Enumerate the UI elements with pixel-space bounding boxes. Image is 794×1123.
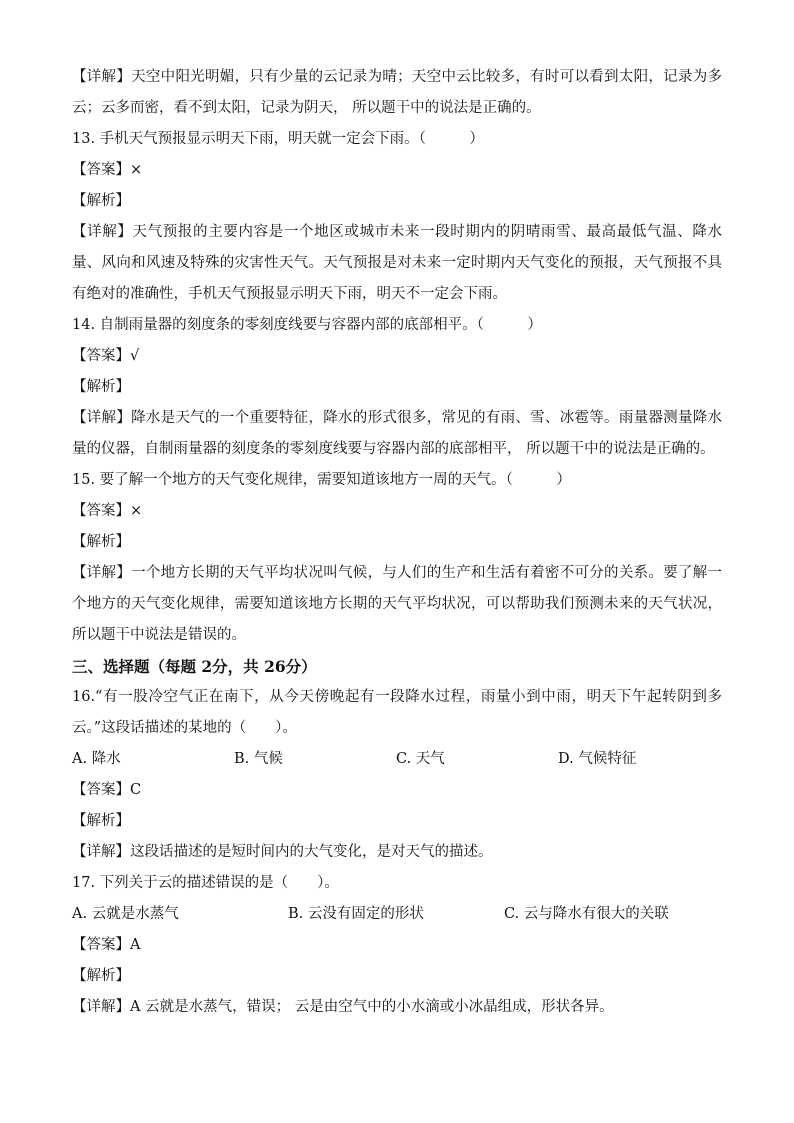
question-15: 15. 要了解一个地方的天气变化规律，需要知道该地方一周的天气。（ ） bbox=[72, 472, 571, 488]
document-page bbox=[72, 62, 722, 1023]
analysis-label: 【解析】 bbox=[72, 379, 130, 395]
option-c: C. 云与降水有很大的关联 bbox=[504, 906, 669, 922]
explanation-text: 【详解】天空中阳光明媚，只有少量的云记录为晴；天空中云比较多，有时可以看到太阳，记录为多云；云多而密，看不到太阳，记录为阴天， 所以题干中的说法是正确的。 bbox=[72, 69, 722, 116]
answer-16: 【答案】C bbox=[72, 782, 142, 798]
option-d: D. 气候特征 bbox=[558, 751, 637, 767]
answer-14: 【答案】√ bbox=[72, 348, 140, 364]
question-17: 17. 下列关于云的描述错误的是（ ）。 bbox=[72, 875, 339, 891]
explanation-text: 【详解】降水是天气的一个重要特征，降水的形式很多，常见的有雨、雪、冰雹等。雨量器测量降水量的仪器，自制雨量器的刻度条的零刻度线要与容器内部的底部相平， 所以题干中的说法是正确的。 bbox=[72, 410, 722, 457]
option-c: C. 天气 bbox=[396, 751, 445, 767]
options-17 bbox=[72, 899, 722, 930]
option-a: A. 降水 bbox=[72, 751, 121, 767]
analysis-label: 【解析】 bbox=[72, 534, 130, 550]
analysis-label: 【解析】 bbox=[72, 813, 130, 829]
analysis-label: 【解析】 bbox=[72, 193, 130, 209]
question-14: 14. 自制雨量器的刻度条的零刻度线要与容器内部的底部相平。（ ） bbox=[72, 317, 542, 333]
explanation-text: 【详解】这段话描述的是短时间内的大气变化，是对天气的描述。 bbox=[72, 844, 493, 860]
section-heading: 三、选择题（每题 2分，共 26分） bbox=[72, 657, 317, 676]
question-16: 16.“有一股冷空气正在南下，从今天傍晚起有一段降水过程，雨量小到中雨，明天下午起转阴到多云。”这段话描述的某地的（ ）。 bbox=[72, 689, 722, 736]
option-a: A. 云就是水蒸气 bbox=[72, 906, 179, 922]
question-13: 13. 手机天气预报显示明天下雨，明天就一定会下雨。（ ） bbox=[72, 131, 484, 147]
answer-13: 【答案】× bbox=[72, 162, 143, 178]
explanation-text: 【详解】天气预报的主要内容是一个地区或城市未来一段时期内的阴晴雨雪、最高最低气温、降水量、风向和风速及特殊的灾害性天气。天气预报是对未来一定时期内天气变化的预报，天气预报不具有绝对的准确性，手机天气预报显示明天下雨，明天不一定会下雨。 bbox=[72, 224, 722, 302]
options-16 bbox=[72, 744, 722, 775]
answer-15: 【答案】× bbox=[72, 503, 143, 519]
option-b: B. 气候 bbox=[234, 751, 283, 767]
answer-17: 【答案】A bbox=[72, 937, 141, 953]
analysis-label: 【解析】 bbox=[72, 968, 130, 984]
explanation-text: 【详解】一个地方长期的天气平均状况叫气候，与人们的生产和生活有着密不可分的关系。要了解一个地方的天气变化规律，需要知道该地方长期的天气平均状况，可以帮助我们预测未来的天气状况，所以题干中说法是错误的。 bbox=[72, 565, 722, 643]
explanation-text: 【详解】A 云就是水蒸气，错误； 云是由空气中的小水滴或小冰晶组成，形状各异。 bbox=[72, 999, 614, 1015]
option-b: B. 云没有固定的形状 bbox=[288, 906, 424, 922]
